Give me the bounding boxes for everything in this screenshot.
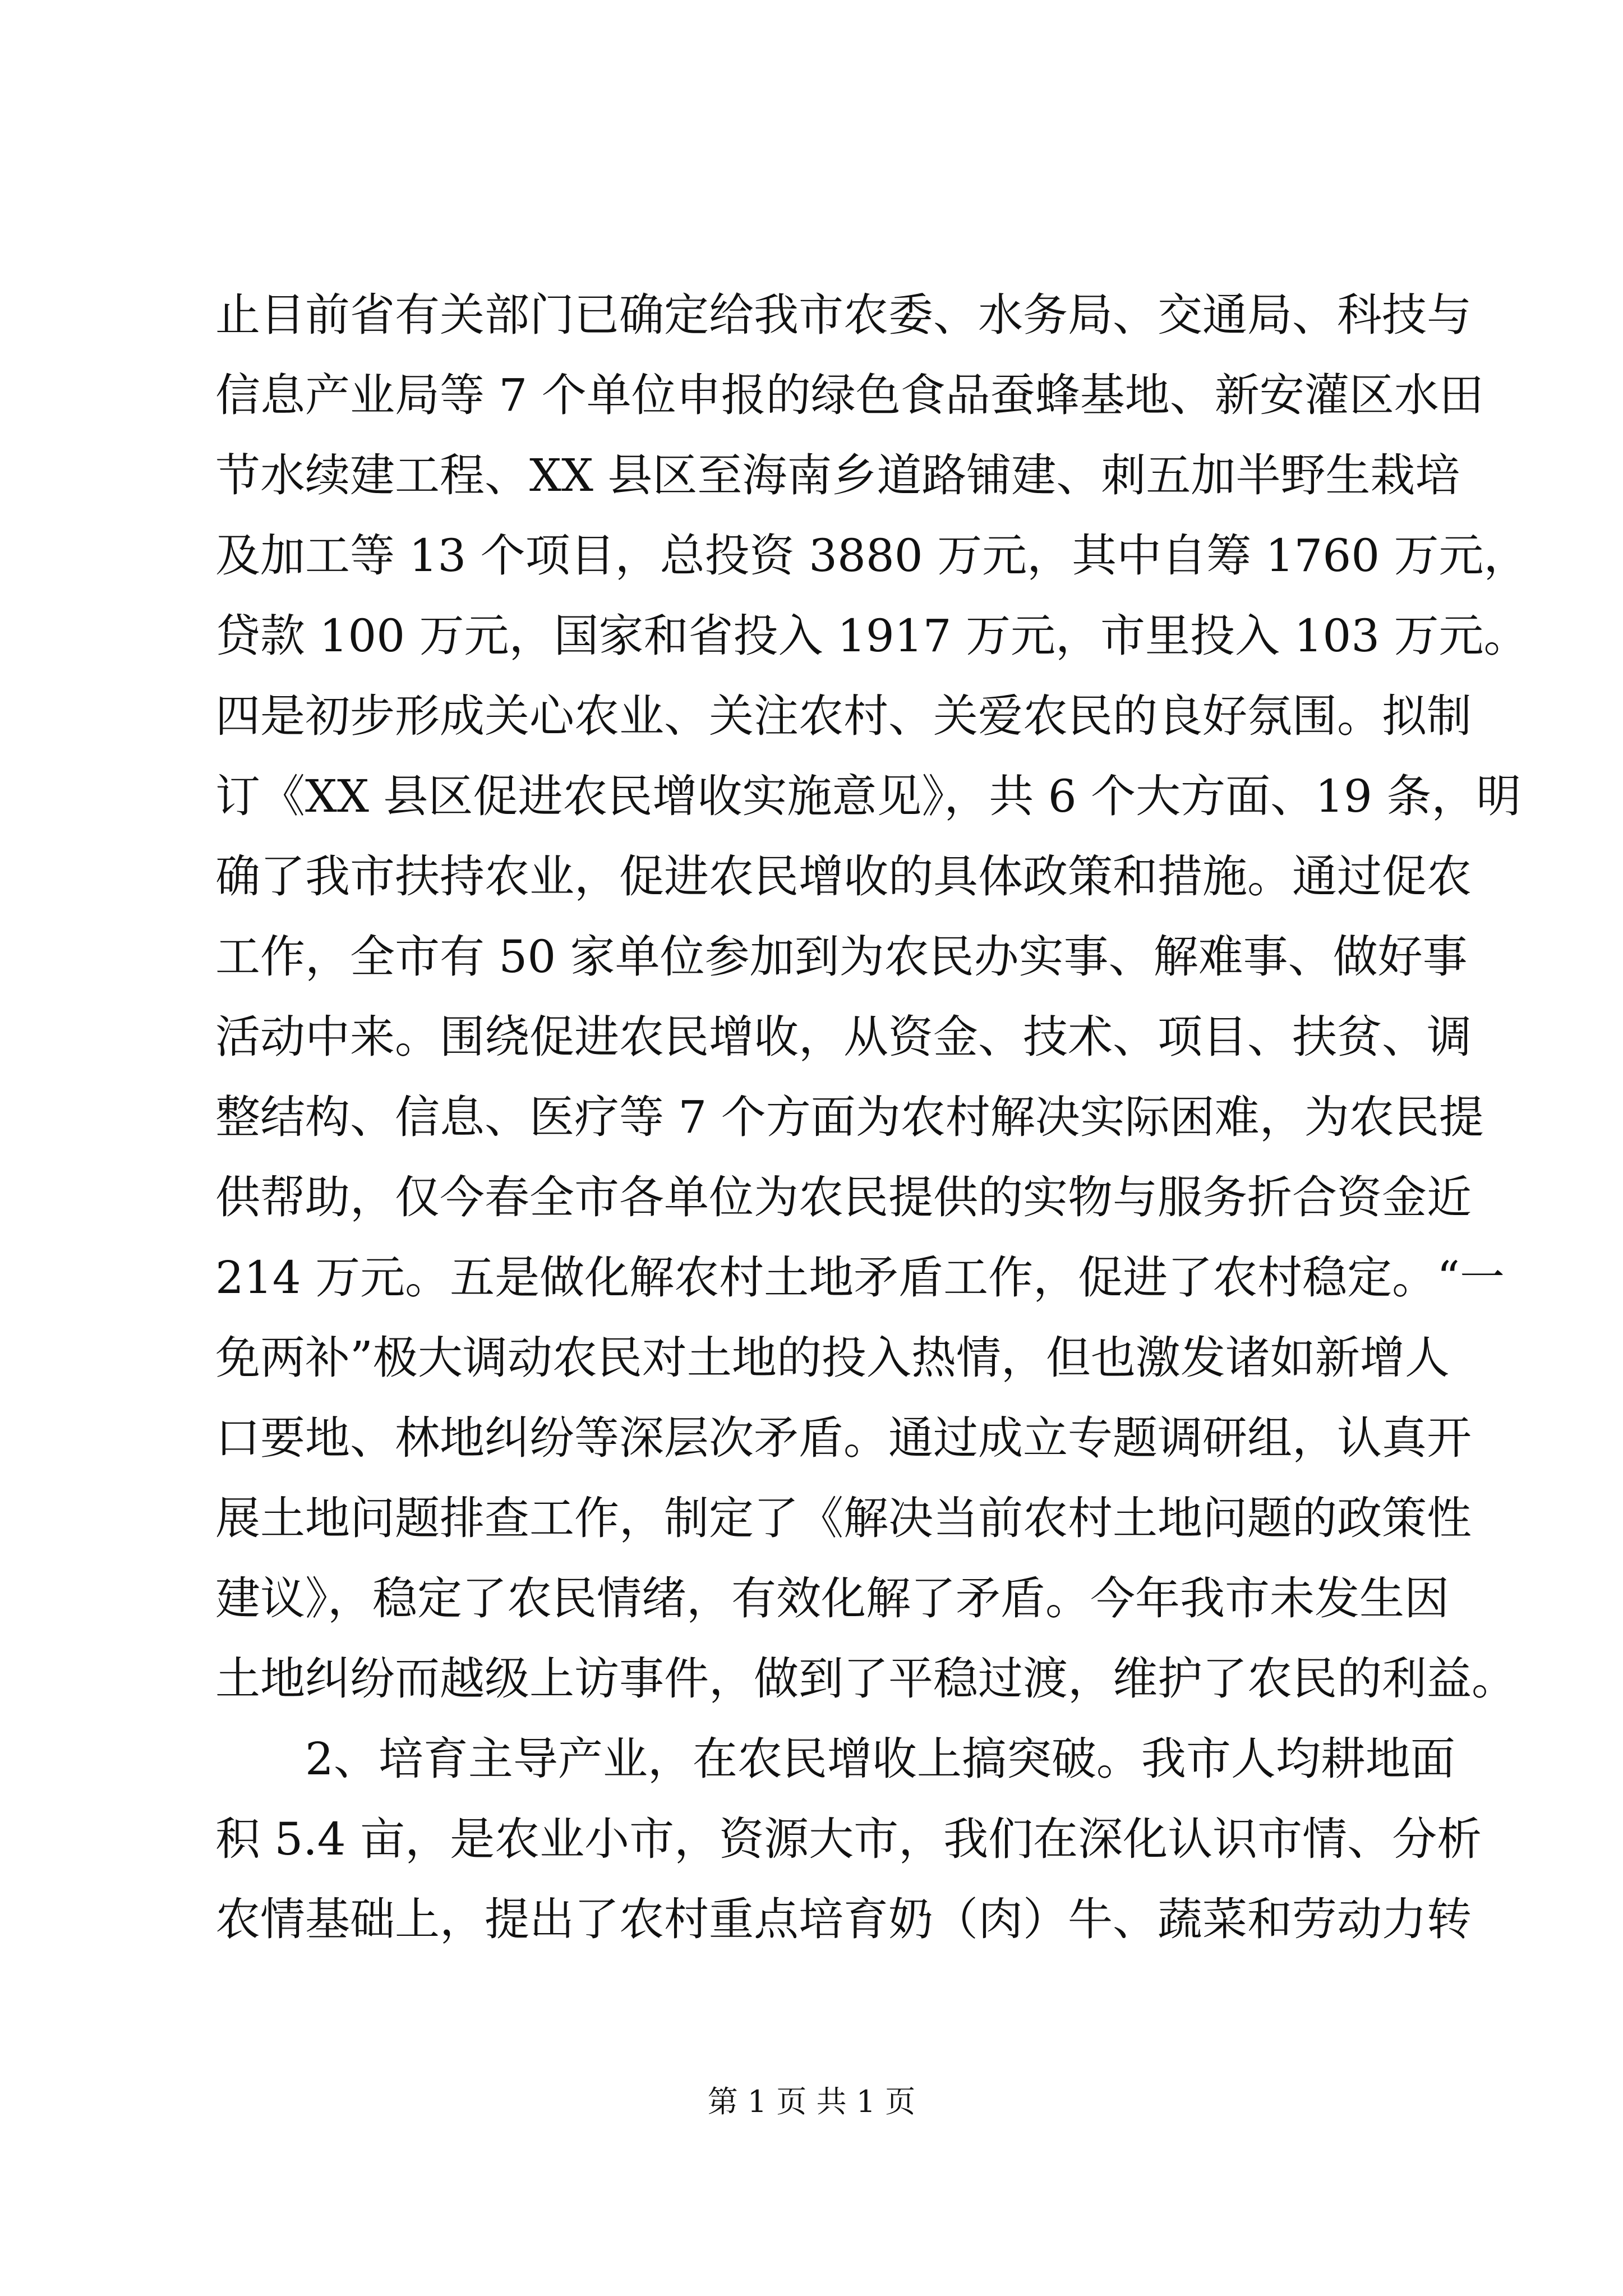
text-line: 展土地问题排查工作，制定了《解决当前农村土地问题的政策性	[215, 1492, 1472, 1544]
page-number-label: 第 1 页 共 1 页	[707, 2084, 916, 2119]
text-line: 农情基础上，提出了农村重点培育奶（肉）牛、蔬菜和劳动力转	[215, 1893, 1472, 1945]
text-line: 口要地、林地纠纷等深层次矛盾。通过成立专题调研组，认真开	[215, 1412, 1472, 1464]
text-line: 214 万元。五是做化解农村土地矛盾工作，促进了农村稳定。“一	[215, 1251, 1505, 1304]
text-line: 供帮助，仅今春全市各单位为农民提供的实物与服务折合资金近	[215, 1171, 1472, 1223]
text-line: 贷款 100 万元，国家和省投入 1917 万元，市里投入 103 万元。	[215, 610, 1529, 662]
text-line: 免两补”极大调动农民对土地的投入热情，但也激发诸如新增人	[215, 1332, 1450, 1384]
page-footer	[0, 2082, 1623, 2122]
text-line: 及加工等 13 个项目，总投资 3880 万元，其中自筹 1760 万元，	[215, 530, 1529, 582]
text-line: 确了我市扶持农业，促进农民增收的具体政策和措施。通过促农	[215, 850, 1472, 903]
text-line: 四是初步形成关心农业、关注农村、关爱农民的良好氛围。拟制	[215, 690, 1472, 742]
text-line: 积 5.4 亩，是农业小市，资源大市，我们在深化认识市情、分析	[215, 1813, 1482, 1865]
text-line: 信息产业局等 7 个单位申报的绿色食品蚕蜂基地、新安灌区水田	[215, 369, 1484, 421]
text-line: 节水续建工程、XX 县区至海南乡道路铺建、刺五加半野生栽培	[215, 449, 1460, 501]
text-line: 2、培育主导产业，在农民增收上搞突破。我市人均耕地面	[305, 1733, 1455, 1785]
text-line: 订《XX 县区促进农民增收实施意见》，共 6 个大方面、19 条，明	[215, 770, 1521, 822]
text-line: 活动中来。围绕促进农民增收，从资金、技术、项目、扶贫、调	[215, 1011, 1472, 1063]
text-line: 工作，全市有 50 家单位参加到为农民办实事、解难事、做好事	[215, 931, 1468, 983]
document-body	[215, 275, 1529, 1959]
text-line: 整结构、信息、医疗等 7 个方面为农村解决实际困难，为农民提	[215, 1091, 1484, 1143]
text-line: 止目前省有关部门已确定给我市农委、水务局、交通局、科技与	[215, 289, 1472, 341]
text-line: 建议》，稳定了农民情绪，有效化解了矛盾。今年我市未发生因	[215, 1572, 1449, 1625]
text-line: 土地纠纷而越级上访事件，做到了平稳过渡，维护了农民的利益。	[215, 1653, 1516, 1705]
